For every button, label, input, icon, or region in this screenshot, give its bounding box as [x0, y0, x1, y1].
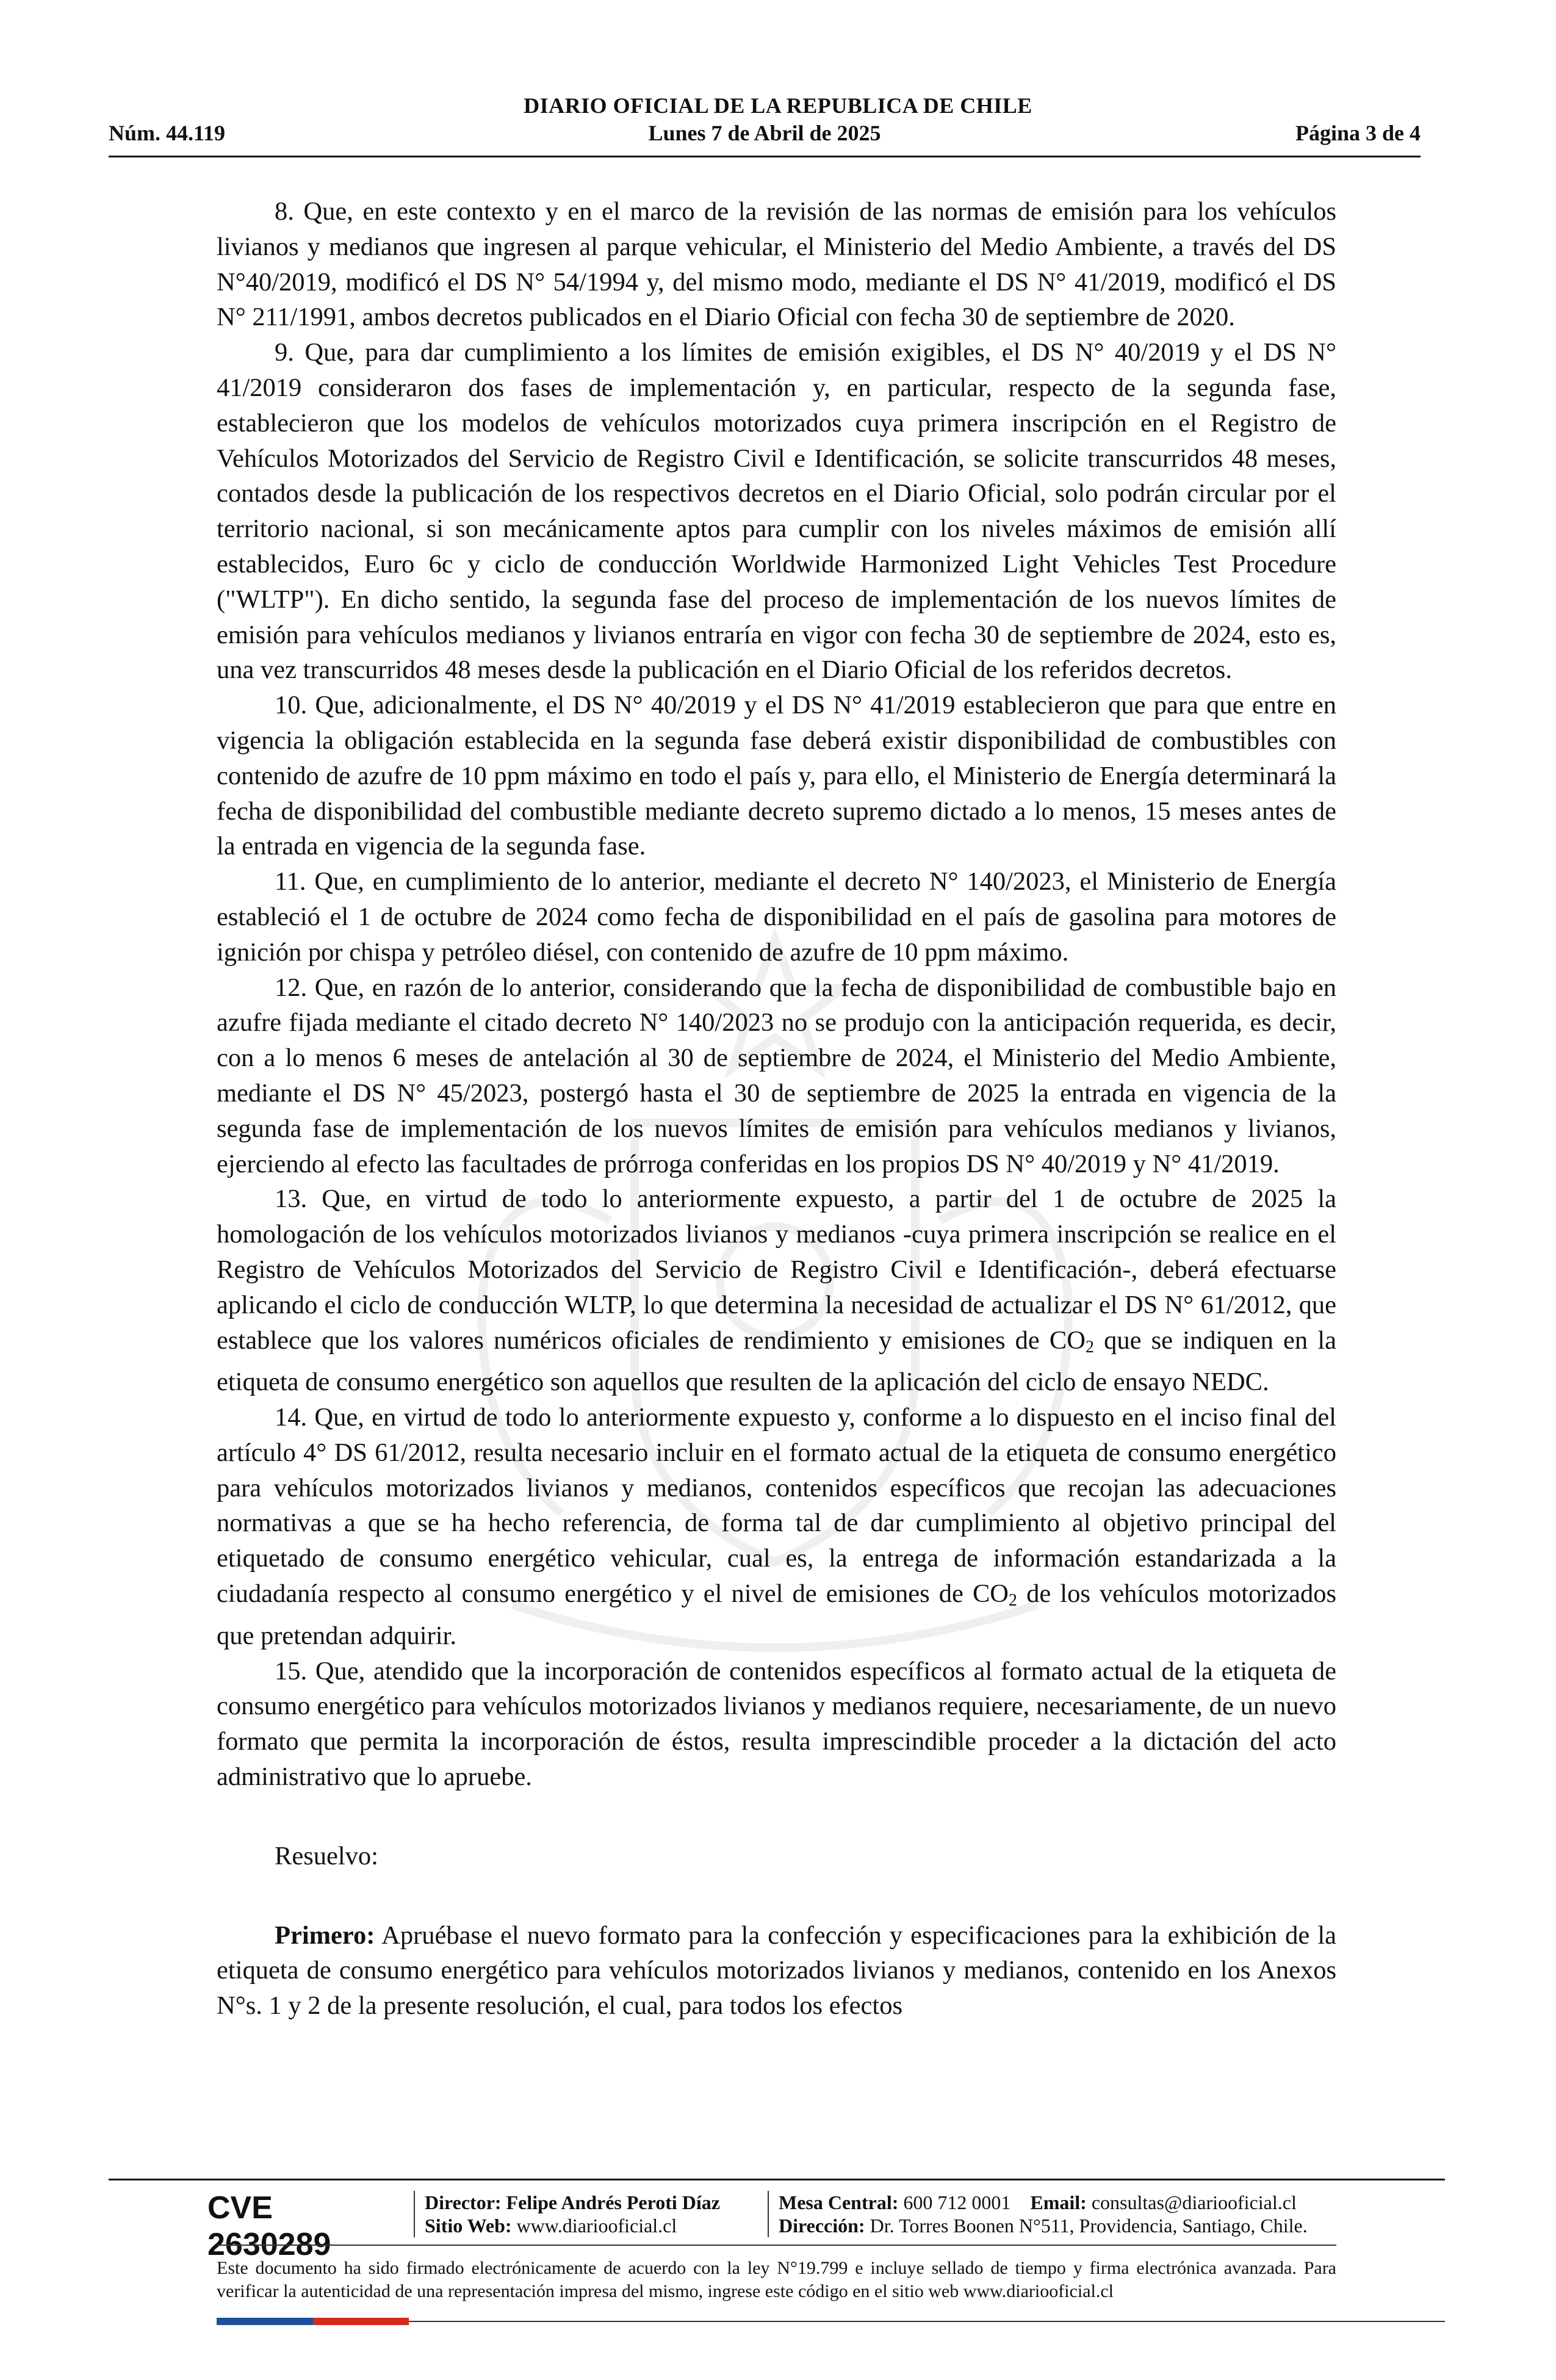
- flag-stripe: [217, 2318, 409, 2325]
- paragraph-9: 9. Que, para dar cumplimiento a los límites de emisión exigibles, el DS N° 40/2019 y el DS N° 41/2019 consideraron dos fases de implementación y, en particular, respecto de la segunda fase, establecieron que los modelos de vehículos motorizados cuya primera inscripción en el Registro de Vehículos Motorizados del Servicio de Registro Civil e Identificación, se solicite transcurridos 48 meses, contados desde la publicación de los respectivos decretos en el Diario Oficial, solo podrán circular por el territorio nacional, si son mecánicamente aptos para cumplir con los niveles máximos de emisión allí establecidos, Euro 6c y ciclo de conducción Worldwide Harmonized Light Vehicles Test Procedure ("WLTP"). En dicho sentido, la segunda fase del proceso de implementación de los nuevos límites de emisión para vehículos medianos y livianos entraría en vigor con fecha 30 de septiembre de 2024, esto es, una vez transcurridos 48 meses desde la publicación en el Diario Oficial de los referidos decretos.: [217, 338, 1336, 685]
- paragraph-12: 12. Que, en razón de lo anterior, considerando que la fecha de disponibilidad de combustible bajo en azufre fijada mediante el citado decreto N° 140/2023 no se produjo con la anticipación requerida, es decir, con a lo menos 6 meses de antelación al 30 de septiembre de 2024, el Ministerio del Medio Ambiente, mediante el DS N° 45/2023, postergó hasta el 30 de septiembre de 2025 la entrada en vigencia de la segunda fase de implementación de los nuevos límites de emisión para vehículos medianos y livianos, ejerciendo al efecto las facultades de prórroga conferidas en los propios DS N° 40/2019 y N° 41/2019.: [217, 973, 1336, 1178]
- footer-separator: [768, 2191, 769, 2237]
- website-link[interactable]: www.diariooficial.cl: [516, 2215, 677, 2237]
- header-divider: [109, 156, 1421, 157]
- issue-date: Lunes 7 de Abril de 2025: [648, 121, 881, 145]
- phone-number: 600 712 0001: [903, 2191, 1011, 2213]
- paragraph-primero: Primero: Apruébase el nuevo formato para la confección y especificaciones para la exhibición de la etiqueta de consumo energético para vehículos motorizados livianos y medianos, contenido en los Anexos N°s. 1 y 2 de la presente resolución, el cual, para todos los efectos: [217, 1920, 1336, 2021]
- resuelvo-heading: Resuelvo:: [275, 1841, 378, 1870]
- cve-code: CVE 2630289: [207, 2190, 331, 2262]
- address: Dr. Torres Boonen N°511, Providencia, Santiago, Chile.: [870, 2215, 1308, 2237]
- paragraph-13: 13. Que, en virtud de todo lo anteriormente expuesto, a partir del 1 de octubre de 2025 la homologación de los vehículos motorizados livianos y medianos -cuya primera inscripción se realice en el Registro de Vehículos Motorizados del Servicio de Registro Civil e Identificación-, deberá efectuarse aplicando el ciclo de conducción WLTP, lo que determina la necesidad de actualizar el DS N° 61/2012, que establece que los valores numéricos oficiales de rendimiento y emisiones de $CO_2$ que se indiquen en la etiqueta de consumo energético son aquellos que resulten de la aplicación del ciclo de ensayo NEDC.: [217, 1185, 1337, 1397]
- flag-stripe-red: [313, 2318, 409, 2325]
- issue-number: Núm. 44.119: [109, 121, 226, 145]
- document-body: [217, 194, 1336, 2024]
- header-row: [109, 120, 1421, 151]
- page-indicator: Página 3 de 4: [1295, 121, 1421, 145]
- paragraph-15: 15. Que, atendido que la incorporación de contenidos específicos al formato actual de la etiqueta de consumo energético para vehículos motorizados livianos y medianos requiere, necesariamente, de un nuevo formato que permita la incorporación de éstos, resulta imprescindible proceder a la dictación del acto administrativo que lo apruebe.: [217, 1656, 1336, 1792]
- electronic-signature-note: Este documento ha sido firmado electrónicamente de acuerdo con la ley N°19.799 e incluye sellado de tiempo y firma electrónica avanzada. Para verificar la autenticidad de una representación impresa del mismo, ingrese este código en el sitio web www.diariooficial.cl: [217, 2258, 1336, 2301]
- footer-divider-bottom: [409, 2321, 1445, 2322]
- director-name: Felipe Andrés Peroti Díaz: [506, 2191, 720, 2213]
- subscript-2: 2: [1009, 1591, 1017, 1610]
- paragraph-8: 8. Que, en este contexto y en el marco de la revisión de las normas de emisión para los vehículos livianos y medianos que ingresen al parque vehicular, el Ministerio del Medio Ambiente, a través del DS N°40/2019, modificó el DS N° 54/1994 y, del mismo modo, mediante el DS N° 41/2019, modificó el DS N° 211/1991, ambos decretos publicados en el Diario Oficial con fecha 30 de septiembre de 2020.: [217, 197, 1336, 332]
- footer-divider-middle: [217, 2245, 1336, 2246]
- footer-divider-top: [109, 2179, 1445, 2180]
- footer-separator: [414, 2191, 415, 2237]
- flag-stripe-blue: [217, 2318, 313, 2325]
- primero-label: Primero:: [275, 1920, 375, 1950]
- email-link[interactable]: consultas@diariooficial.cl: [1091, 2191, 1297, 2213]
- footer-director-block: Director: Felipe Andrés Peroti Díaz Sitio Web: www.diariooficial.cl: [425, 2191, 720, 2237]
- newspaper-title: DIARIO OFICIAL DE LA REPUBLICA DE CHILE: [524, 93, 1032, 118]
- footer-contact-block: Mesa Central: 600 712 0001 Email: consultas@diariooficial.cl Dirección: Dr. Torres Boonen N°511, Providencia, Santiago, Chile.: [779, 2191, 1308, 2237]
- paragraph-10: 10. Que, adicionalmente, el DS N° 40/2019 y el DS N° 41/2019 establecieron que para que entre en vigencia la obligación establecida en la segunda fase deberá existir disponibilidad de combustibles con contenido de azufre de 10 ppm máximo en todo el país y, para ello, el Ministerio de Energía determinará la fecha de disponibilidad del combustible mediante decreto supremo dictado a lo menos, 15 meses antes de la entrada en vigencia de la segunda fase.: [217, 691, 1336, 861]
- subscript-2: 2: [1085, 1337, 1094, 1357]
- paragraph-14: 14. Que, en virtud de todo lo anteriormente expuesto y, conforme a lo dispuesto en el inciso final del artículo 4° DS 61/2012, resulta necesario incluir en el formato actual de la etiqueta de consumo energético para vehículos motorizados livianos y medianos, contenidos específicos que recojan las adecuaciones normativas a que se ha hecho referencia, de forma tal de dar cumplimiento al objetivo principal del etiquetado de consumo energético vehicular, cual es, la entrega de información estandarizada a la ciudadanía respecto al consumo energético y el nivel de emisiones de $CO_2$ de los vehículos motorizados que pretendan adquirir.: [217, 1403, 1336, 1650]
- paragraph-11: 11. Que, en cumplimiento de lo anterior, mediante el decreto N° 140/2023, el Ministerio de Energía estableció el 1 de octubre de 2024 como fecha de disponibilidad en el país de gasolina para motores de ignición por chispa y petróleo diésel, con contenido de azufre de 10 ppm máximo.: [217, 867, 1336, 967]
